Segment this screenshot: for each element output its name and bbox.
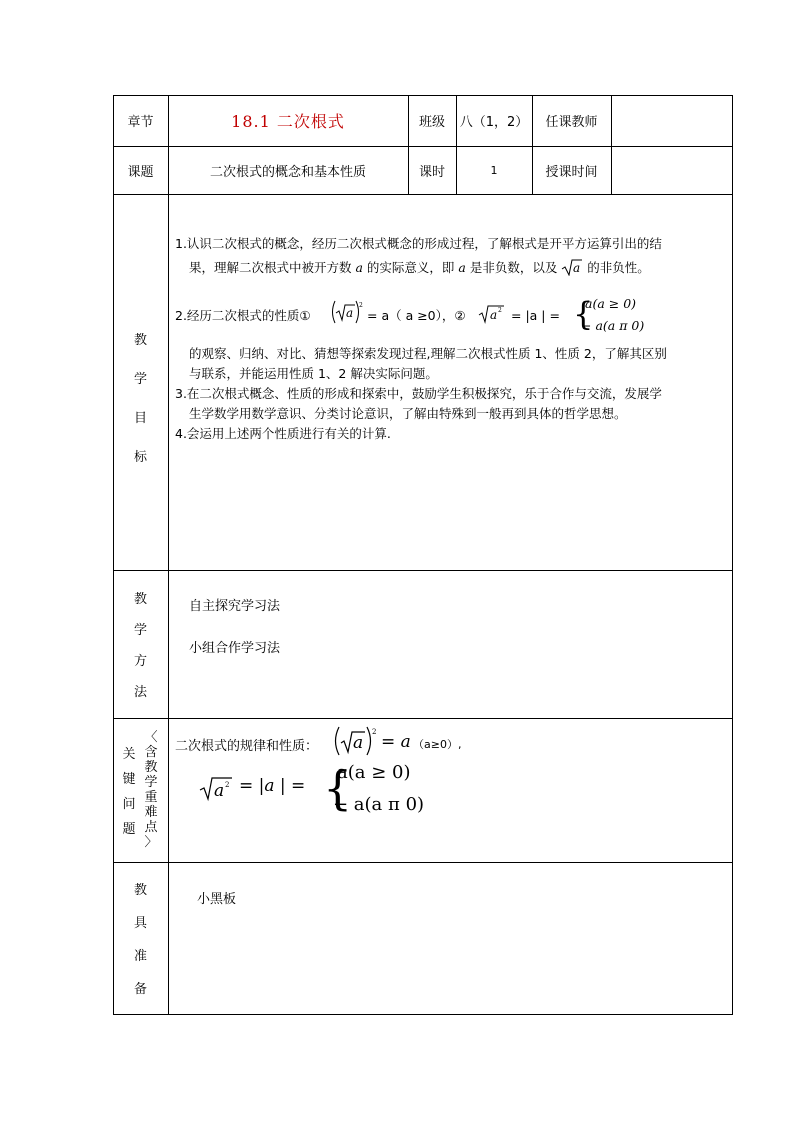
sqrt-a-squared-formula <box>478 302 508 324</box>
key-label-char: 重 <box>144 790 158 805</box>
tools-label-char: 准 <box>133 949 147 964</box>
tools-label <box>113 862 168 1014</box>
tools-value: 小黑板 <box>197 892 237 907</box>
goal-item-3-line-1: 3.在二次根式概念、性质的形成和探索中，鼓励学生积极探究，乐于合作与交流，发展学 <box>175 386 662 401</box>
goal-item-2-line-3: 与联系，并能运用性质 1、2 解决实际问题。 <box>189 366 438 381</box>
key-label-char: 含 <box>144 745 158 760</box>
case-2: − a(a π 0) <box>581 318 645 333</box>
sqrt-a-squared-formula <box>199 774 237 802</box>
goal-item-2-formula <box>175 294 730 338</box>
topic-value: 二次根式的概念和基本性质 <box>209 164 366 180</box>
period-value: 1 <box>490 163 498 177</box>
svg-text:a: a <box>490 308 498 322</box>
tools-label-char: 备 <box>133 982 147 997</box>
chapter-label: 章节 <box>127 115 154 130</box>
sqrt-a-squared-formula <box>329 298 363 326</box>
svg-text:2: 2 <box>359 302 363 309</box>
key-label-char: 键 <box>122 772 136 787</box>
methods-label-char: 教 <box>133 592 147 607</box>
formula-condition: （a≥0）, <box>413 738 462 751</box>
formula-text: = a <box>381 732 411 752</box>
class-value: 八（1，2） <box>459 115 529 130</box>
class-label: 班级 <box>418 115 445 130</box>
goals-label-char: 教 <box>133 333 147 348</box>
sqrt-a-formula <box>561 258 583 276</box>
key-label-char: 学 <box>144 775 158 790</box>
key-label-char: 教 <box>144 760 158 775</box>
key-line-1 <box>175 724 725 760</box>
methods-label-char: 法 <box>133 685 147 700</box>
period-label: 课时 <box>418 164 445 180</box>
time-label: 授课时间 <box>545 164 598 180</box>
formula-text: = |a | = <box>511 308 560 323</box>
svg-text:a: a <box>214 781 225 801</box>
methods-label <box>113 570 168 718</box>
tools-label-char: 具 <box>133 916 147 931</box>
topic-label: 课题 <box>127 164 154 180</box>
goal-item-2-line-2: 的观察、归纳、对比、猜想等探索发现过程,理解二次根式性质 1、性质 2，了解其区别 <box>189 346 667 361</box>
key-label-char: 关 <box>122 747 136 762</box>
key-label-char: 问 <box>122 797 136 812</box>
key-label-char: 〈 <box>144 730 158 745</box>
methods-label-char: 学 <box>133 623 147 638</box>
formula-text: = |a | = <box>239 776 306 796</box>
cases-brace: { <box>573 295 594 333</box>
goal-item-1-line-2 <box>175 258 730 282</box>
case-2: − a(a π 0) <box>333 794 425 815</box>
svg-text:2: 2 <box>372 728 377 736</box>
tools-label-char: 教 <box>133 883 147 898</box>
formula-text: = a（ a ≥0），② <box>367 308 466 323</box>
chapter-title: 18.1 二次根式 <box>231 112 345 131</box>
key-label-char: 点 <box>144 820 158 835</box>
goals-label-char: 学 <box>133 372 147 387</box>
svg-text:a: a <box>346 306 354 320</box>
var-a: a <box>458 260 466 275</box>
key-text: 二次根式的规律和性质： <box>175 739 319 754</box>
svg-text:2: 2 <box>225 781 230 789</box>
goal-item-1-line-1: 1.认识二次根式的概念，经历二次根式概念的形成过程，了解根式是开平方运算引出的结 <box>175 236 662 251</box>
teacher-value <box>611 95 732 146</box>
teacher-label: 任课教师 <box>545 115 598 130</box>
goals-label-char: 标 <box>133 450 147 465</box>
goals-content <box>175 234 730 444</box>
method-1: 自主探究学习法 <box>189 599 281 614</box>
svg-text:2: 2 <box>498 307 502 314</box>
key-label <box>113 718 168 862</box>
methods-label-char: 方 <box>133 654 147 669</box>
svg-text:a: a <box>573 261 581 275</box>
goal-item-3-line-2: 生学数学用数学意识、分类讨论意识，了解由特殊到一般再到具体的哲学思想。 <box>189 406 627 421</box>
key-label-char: 难 <box>144 805 158 820</box>
time-value <box>611 146 732 194</box>
goal-item-4: 4.会运用上述两个性质进行有关的计算. <box>175 426 391 441</box>
case-1: a(a ≥ 0) <box>337 762 411 783</box>
key-label-char: 题 <box>122 822 136 837</box>
goal-text: 的实际意义，即 <box>362 260 459 275</box>
cases-brace: { <box>323 761 353 815</box>
svg-text:a: a <box>353 733 364 753</box>
key-line-2 <box>195 762 735 822</box>
goal-text: 的非负性。 <box>583 260 650 275</box>
var-a: a <box>355 260 363 275</box>
goals-label-char: 目 <box>133 411 147 426</box>
goal-text: 果，理解二次根式中被开方数 <box>189 260 356 275</box>
method-2: 小组合作学习法 <box>189 641 281 656</box>
key-label-char: 〉 <box>144 835 158 850</box>
case-1: a(a ≥ 0) <box>585 296 637 311</box>
sqrt-a-squared-formula <box>331 724 377 758</box>
goals-label <box>113 194 168 570</box>
goal-text: 是非负数，以及 <box>465 260 562 275</box>
goal-text: 2.经历二次根式的性质① <box>175 308 311 323</box>
